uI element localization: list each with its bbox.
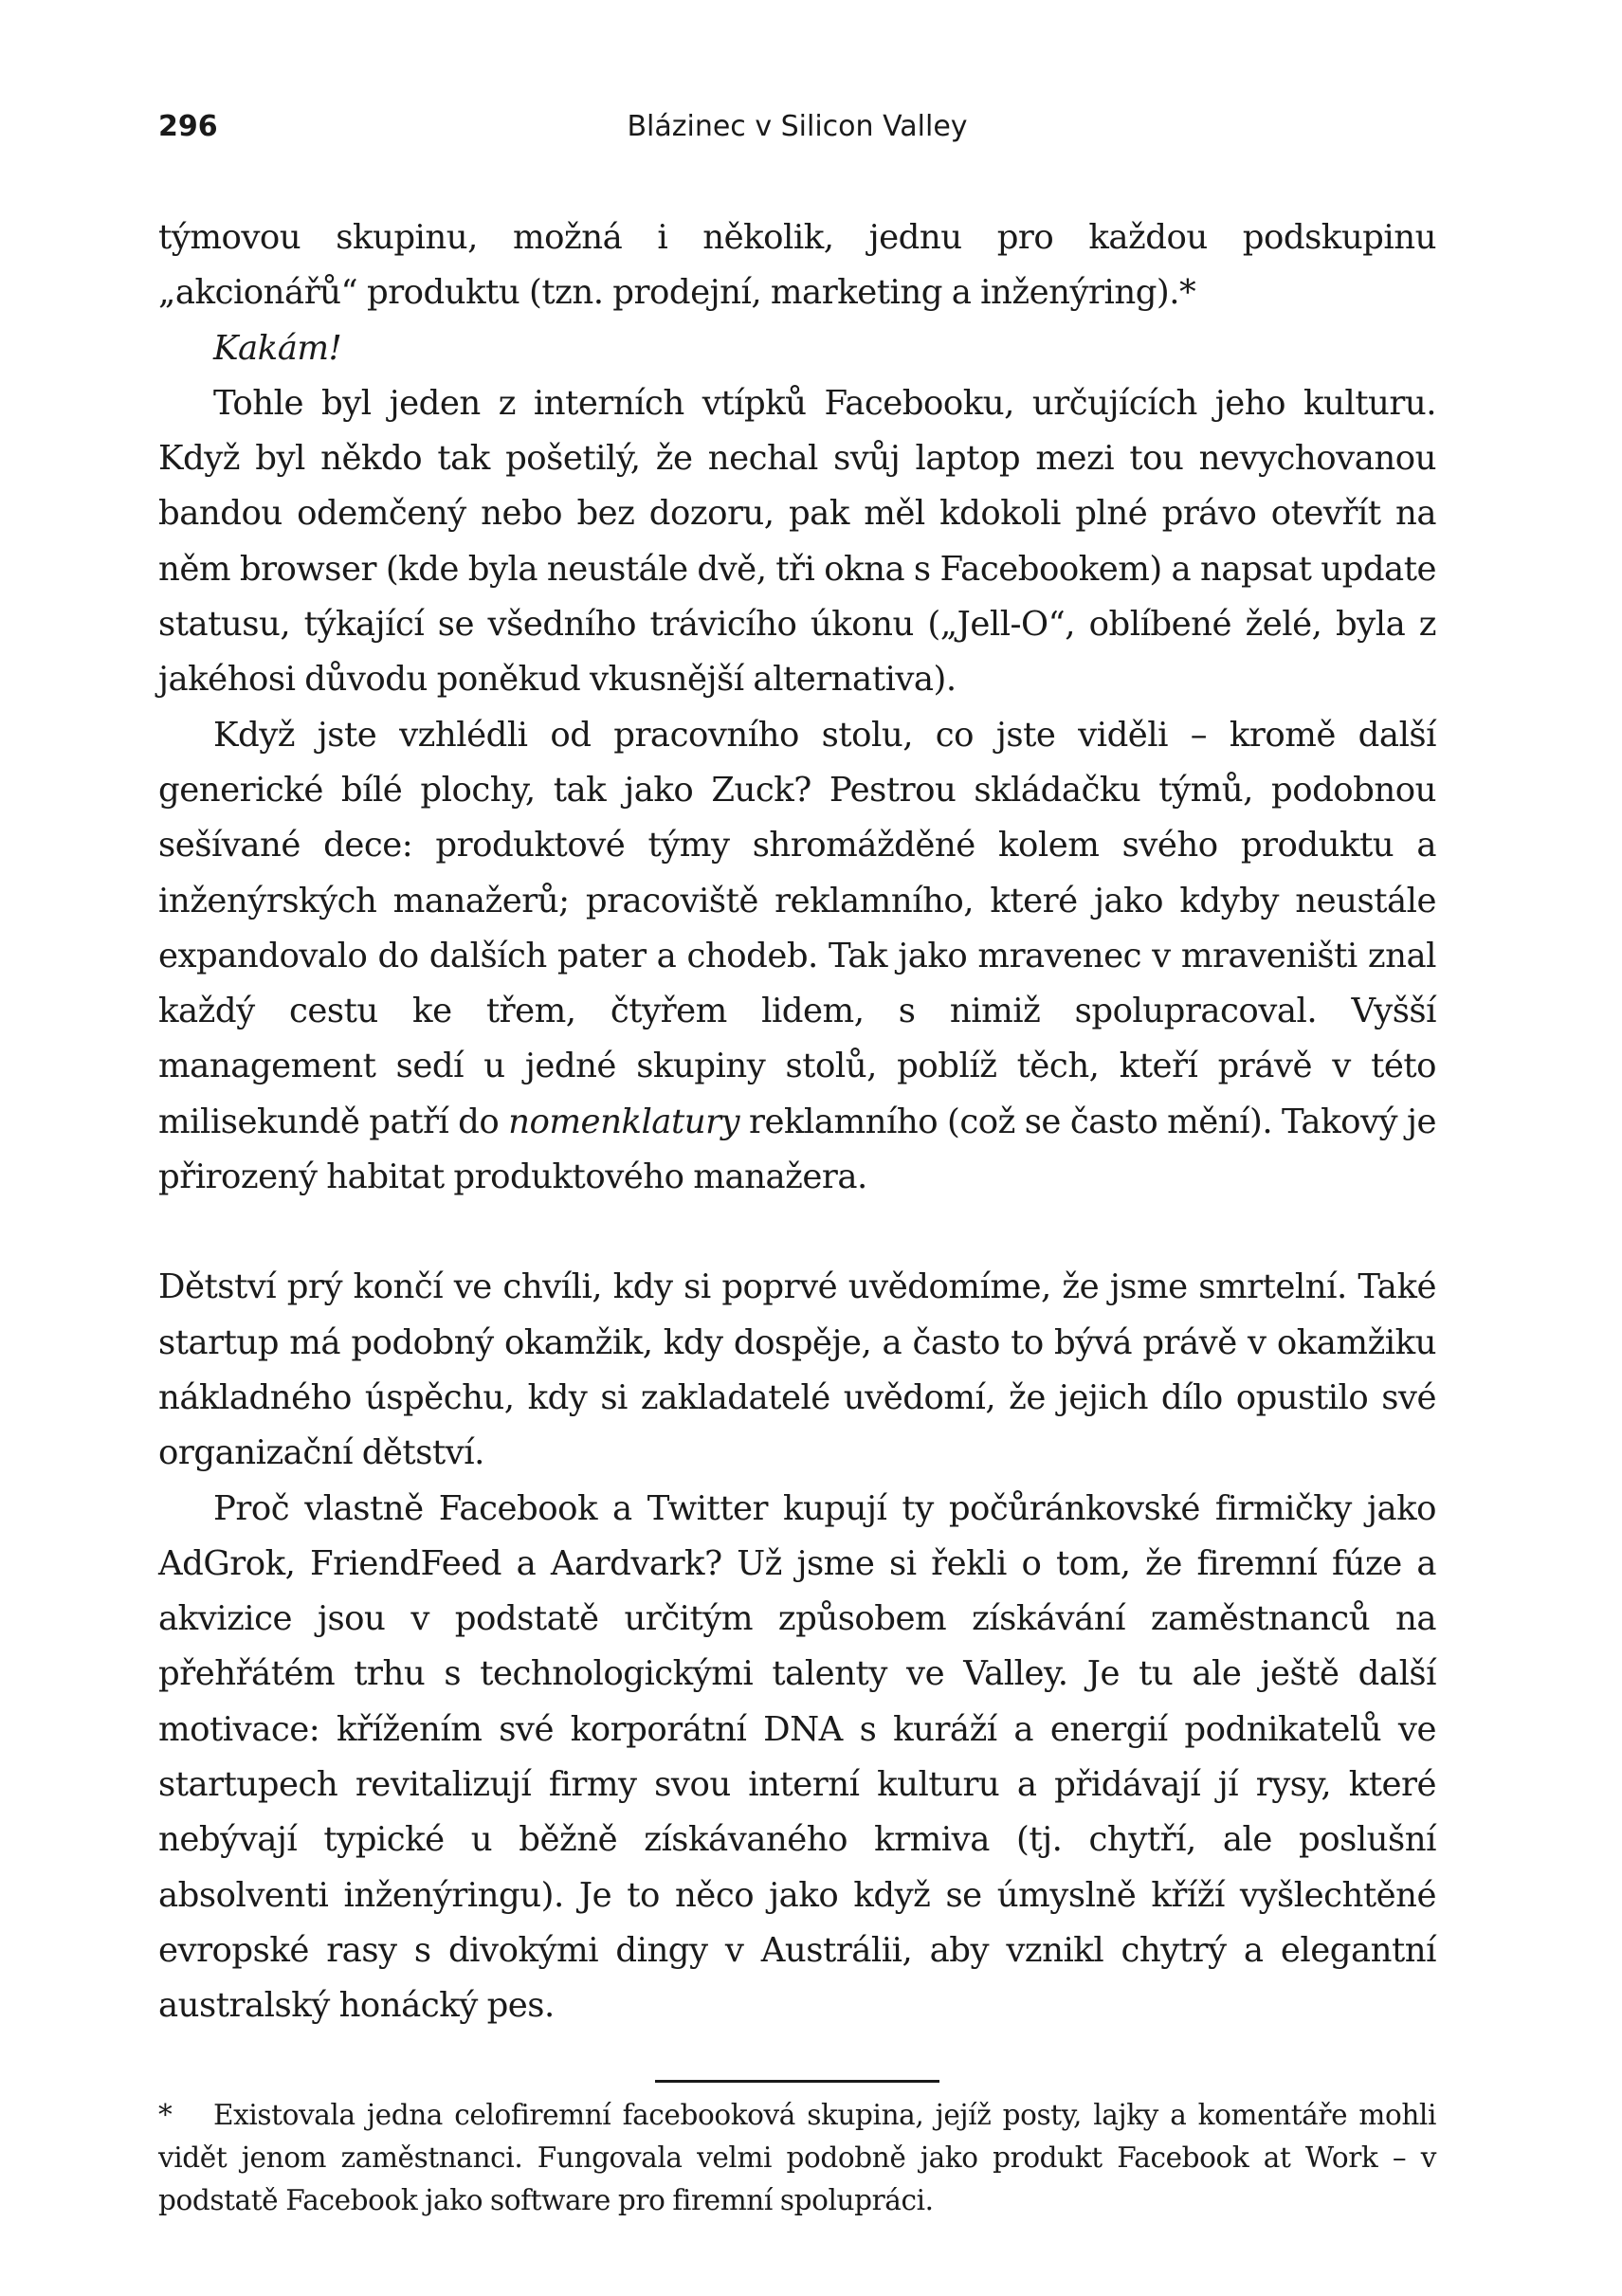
paragraph-acquisitions: Proč vlastně Facebook a Twitter kupují ty počůránkovské firmičky jako AdGrok, FriendFeed a Aardvark? Už jsme si řekli o tom, že firemní fúze a akvizice jsou v podstatě určitým způsobem získávání zaměstnanců na přehřátém trhu s technologickými talenty ve Valley. Je tu ale ještě další motivace: křížením své korporátní DNA s kuráží a energií podnikatelů ve startupech revitalizují firmy svou interní kulturu a přidávají jí rysy, které nebývají typické u běžně získávaného krmiva (tj. chytří, ale poslušní absolventi inženýringu). Je to něco jako když se úmyslně kříží vyšlechtěné evropské rasy s divokými dingy v Austrálii, aby vznikl chytrý a elegantní australský honácký pes. (158, 1488, 1436, 2026)
paragraph-team-patchwork (158, 708, 1436, 1206)
body-text (158, 210, 1436, 2034)
footnote-text: Existovala jedna celofiremní facebooková skupina, jejíž posty, lajky a komentáře mohli vidět jenom zaměstnanci. Fungovala velmi podobně jako produkt Facebook at Work – v podstatě Facebook jako software pro firemní spolupráci. (158, 2098, 1436, 2216)
footnote-marker: * (158, 2098, 173, 2131)
book-page (158, 104, 1436, 2222)
paragraph-childhood: Dětství prý končí ve chvíli, kdy si poprvé uvědomíme, že jsme smrtelní. Také startup má podobný okamžik, kdy dospěje, a často to bývá právě v okamžiku nákladného úspěchu, kdy si zakladatelé uvědomí, že jejich dílo opustilo své organizační dětství. (158, 1267, 1436, 1473)
paragraph-continued: týmovou skupinu, možná i několik, jednu pro každou podskupinu „akcionářů“ produktu (tzn. prodejní, marketing a inženýring).* (158, 218, 1436, 313)
book-title: Blázinec v Silicon Valley (627, 110, 968, 143)
footnote-rule (655, 2080, 939, 2083)
paragraph-text-after: reklamního (což se často mění). Takový je přirozený habitat produktového manažera. (158, 1102, 1436, 1197)
footnote (158, 2094, 1436, 2222)
paragraph-inside-joke: Tohle byl jeden z interních vtípků Facebooku, určujících jeho kulturu. Když byl někdo tak pošetilý, že nechal svůj laptop mezi tou nevychovanou bandou odemčený nebo bez dozoru, pak měl kdokoli plné právo otevřít na něm browser (kde byla neustále dvě, tři okna s Facebookem) a napsat update statusu, týkající se všedního trávicího úkonu („Jell-O“, oblíbené želé, byla z jakéhosi důvodu poněkud vkusnější alternativa). (158, 383, 1436, 700)
page-number: 296 (158, 110, 218, 143)
running-head (158, 104, 1436, 155)
paragraph-exclamation (158, 321, 1436, 376)
paragraph-text-before: Když jste vzhlédli od pracovního stolu, co jste viděli – kromě další generické bílé plochy, tak jako Zuck? Pestrou skládačku týmů, podobnou sešívané dece: produktové týmy shromážděné kolem svého produktu a inženýrských manažerů; pracoviště reklamního, které jako kdyby neustále expandovalo do dalších pater a chodeb. Tak jako mravenec v mraveništi znal každý cestu ke třem, čtyřem lidem, s nimiž spolupracoval. Vyšší management sedí u jedné skupiny stolů, poblíž těch, kteří právě v této milisekundě patří do (158, 715, 1436, 1141)
italic-term: nomenklatury (508, 1102, 740, 1141)
italic-exclamation: Kakám! (213, 328, 342, 368)
